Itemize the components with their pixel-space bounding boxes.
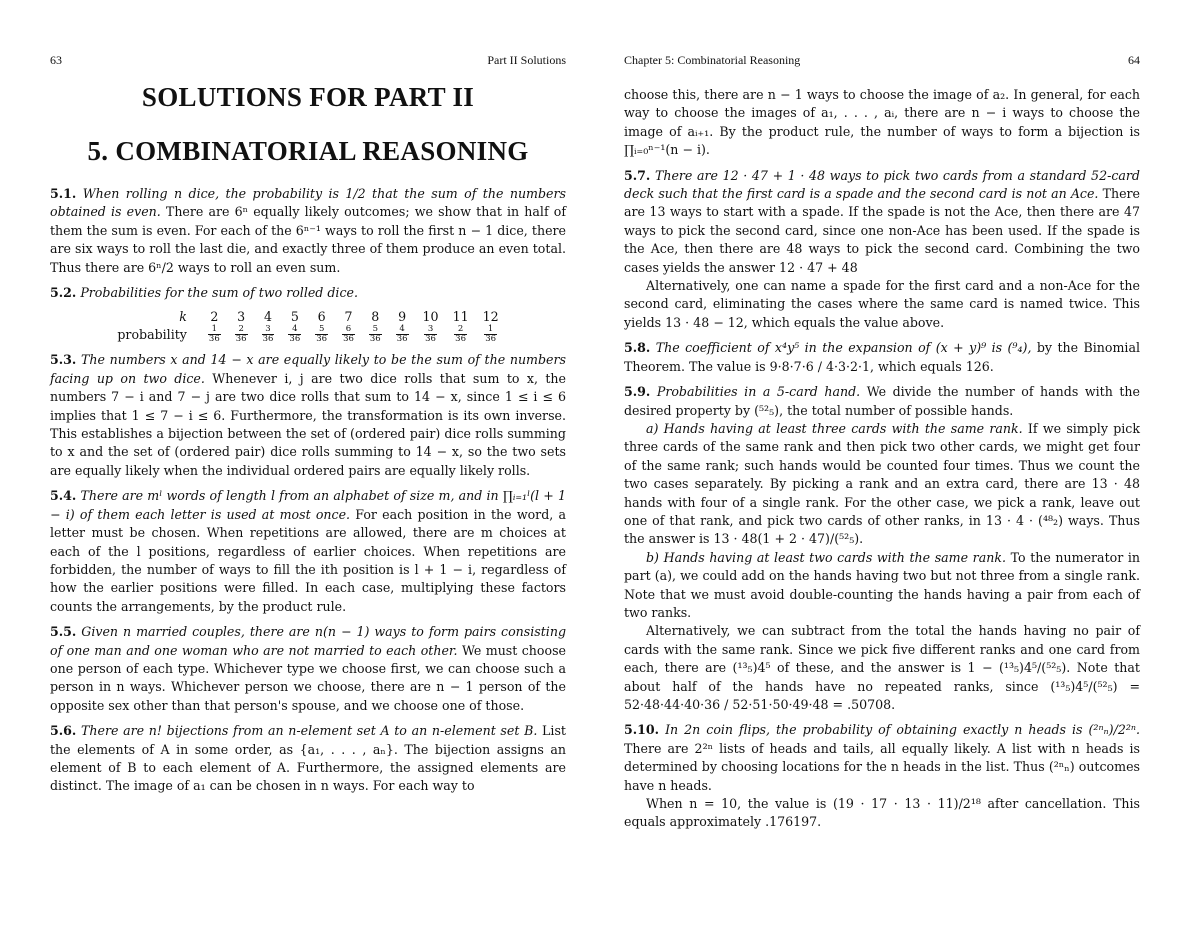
numerator: 6 xyxy=(342,325,355,335)
fraction xyxy=(208,325,221,344)
table-cell: 4 xyxy=(263,309,272,325)
table-cell: 9 xyxy=(398,309,407,325)
numerator: 4 xyxy=(396,325,409,335)
solution-number: 5.7. xyxy=(624,167,651,183)
denominator: 36 xyxy=(208,334,220,345)
table-cell xyxy=(446,325,476,344)
table-cell xyxy=(335,325,362,344)
denominator: 36 xyxy=(369,334,381,345)
part-a-label: a) Hands having at least three cards with the same rank. xyxy=(646,420,1023,436)
solution-body: For each position in the word, a letter must be chosen. When repetitions are allowed, there are m choices at each of the l positions, regardless of earlier choices. When repetitions are forbidden, the number of ways to fill the ith position is l + 1 − i, regardless of how the earlier positions were filled. In each case, multiplying these factors counts the arrangements, by the product rule. xyxy=(50,506,566,614)
fraction xyxy=(369,325,382,344)
solution-statement: Probabilities for the sum of two rolled dice. xyxy=(80,285,358,301)
solution-statement: The numbers x and 14 − x are equally likely to be the sum of the numbers facing up on two dice. xyxy=(50,352,566,386)
part-title: SOLUTIONS FOR PART II xyxy=(141,82,475,112)
table-cell: 8 xyxy=(371,309,380,325)
table-cell xyxy=(201,325,228,344)
right-page-number: 64 xyxy=(1128,53,1140,67)
fraction xyxy=(454,325,467,344)
table-cell xyxy=(281,325,308,344)
part-b-label: b) Hands having at least two cards with the same rank. xyxy=(646,549,1006,565)
solution-5-4 xyxy=(50,487,566,616)
numerator: 3 xyxy=(424,325,437,335)
numerator: 1 xyxy=(484,325,497,335)
row-header-k: k xyxy=(179,309,187,325)
solution-5-9 xyxy=(624,383,1140,420)
table-cell xyxy=(476,325,506,344)
fraction xyxy=(315,325,328,344)
solution-5-5 xyxy=(50,623,566,715)
solution-statement: There are 12 · 47 + 1 · 48 ways to pick two cards from a standard 52-card deck such that the first card is a spade and the second card is not an Ace. xyxy=(624,167,1140,202)
solution-statement: When rolling n dice, the probability is 1/2 that the sum of the numbers obtained is even. xyxy=(50,186,566,220)
numerator: 3 xyxy=(262,325,275,335)
part-b-body: To the numerator in part (a), we could add on the hands having two but not three from a single rank. Note that we must avoid double-counting the hands having a pair from each of two ranks. xyxy=(624,549,1140,620)
solution-body: There are 6ⁿ equally likely outcomes; we show that in half of them the sum is even. For each of the 6ⁿ⁻¹ ways to roll the first n − 1 dice, there are six ways to roll the last die, and exactly three of them produce an even total. Thus there are 6ⁿ/2 ways to roll an even sum. xyxy=(50,204,566,275)
table-cell xyxy=(255,325,282,344)
left-page xyxy=(50,52,566,796)
solution-5-1 xyxy=(50,185,566,277)
table-cell: 11 xyxy=(452,309,469,325)
left-running-header xyxy=(50,52,566,72)
numerator: 4 xyxy=(288,325,301,335)
solution-number: 5.10. xyxy=(624,722,660,738)
solution-5-6 xyxy=(50,722,566,796)
denominator: 36 xyxy=(289,334,301,345)
solution-body: by the Binomial Theorem. The value is 9·8·7·6 / 4·3·2·1, which equals 126. xyxy=(624,340,1140,374)
solution-body: We must choose one person of each type. Whichever type we choose first, we can choose such a person in n ways. Whichever person we choose, there are n − 1 person of the opposite sex other than that person's spouse, and we choose one of those. xyxy=(50,642,566,713)
dice-probability-table xyxy=(110,308,505,344)
solution-5-9-part-a xyxy=(624,420,1140,549)
solution-number: 5.1. xyxy=(50,186,77,201)
solution-body: Whenever i, j are two dice rolls that sum to x, the numbers 7 − i and 7 − j are two dice rolls that sum to 14 − x, since 1 ≤ i ≤ 6 implies that 1 ≤ 7 − i ≤ 6. Furthermore, the transformation is its own inverse. This establishes a bijection between the set of (ordered pair) dice rolls summing to x and the set of (ordered pair) dice rolls summing to 14 − x, so the two sets are equally likely when the individual ordered pairs are equally likely rolls. xyxy=(50,370,566,478)
row-header-probability: probability xyxy=(117,327,187,343)
denominator: 36 xyxy=(485,334,497,345)
table-cell xyxy=(228,325,255,344)
table-cell xyxy=(416,325,446,344)
numerator: 5 xyxy=(369,325,382,335)
solution-5-6-continued: choose this, there are n − 1 ways to choose the image of a₂. In general, for each way to choose the images of a₁, . . . , aᵢ, there are n − i ways to choose the image of aᵢ₊₁. By the product rule, the number of ways to form a bijection is ∏ᵢ₌₀ⁿ⁻¹(n − i). xyxy=(624,87,1140,158)
solution-number: 5.4. xyxy=(50,488,77,504)
solution-body: We divide the number of hands with the desired property by (⁵²₅), the total number of possible hands. xyxy=(624,384,1140,418)
denominator: 36 xyxy=(235,334,247,345)
table-cell: 3 xyxy=(237,309,246,325)
solution-5-7-alternative: Alternatively, one can name a spade for the first card and a non-Ace for the second card, eliminating the cases where the same card is named twice. This yields 13 · 48 − 12, which equals the value above. xyxy=(624,278,1140,330)
denominator: 36 xyxy=(396,334,408,345)
fraction xyxy=(424,325,437,344)
solution-5-9-alternative: Alternatively, we can subtract from the total the hands having no pair of cards with the same rank. Since we pick five different ranks and one card from each, there are (¹³₅)4⁵ of these, and the answer is 1 − (¹³₅)4⁵/(⁵²₅). Note that about half of the hands have no repeated ranks, since (¹³₅)4⁵/(⁵²₅) = 52·48·44·40·36 / 52·51·50·49·48 = .50708. xyxy=(624,623,1140,712)
fraction xyxy=(484,325,497,344)
numerator: 2 xyxy=(235,325,248,335)
numerator: 2 xyxy=(454,325,467,335)
denominator: 36 xyxy=(343,334,354,345)
chapter-title: 5. COMBINATORIAL REASONING xyxy=(87,136,529,166)
solution-number: 5.8. xyxy=(624,340,651,356)
table-cell: 2 xyxy=(210,309,219,325)
solution-statement: Probabilities in a 5-card hand. xyxy=(656,384,861,400)
solution-number: 5.5. xyxy=(50,624,77,640)
solution-5-3 xyxy=(50,351,566,480)
numerator: 5 xyxy=(315,325,328,335)
solution-number: 5.6. xyxy=(50,723,77,739)
solution-statement: There are n! bijections from an n-element set A to an n-element set B. xyxy=(80,723,538,739)
fraction xyxy=(342,325,355,344)
solution-body: There are 13 ways to start with a spade. If the spade is not the Ace, then there are 47 ways to pick the second card, since one non-Ace has been used. If the spade is the Ace, then there are 48 ways to pick the second card. Combining the two cases yields the answer 12 · 47 + 48 xyxy=(624,186,1140,275)
solution-number: 5.2. xyxy=(50,285,77,301)
denominator: 36 xyxy=(262,334,274,345)
solution-5-10 xyxy=(624,721,1140,795)
part-a-body: If we simply pick three cards of the same rank and then pick two other cards, we might get four of the same rank; such hands would be counted four times. Thus we count the two cases separately. By picking a rank and an extra card, there are 13 · 48 hands with four of a single rank. For the other case, we pick a rank, leave out one of that rank, and pick two cards of other ranks, in 13 · 4 · (⁴⁸₂) ways. Thus the answer is 13 · 48(1 + 2 · 47)/(⁵²₅). xyxy=(624,420,1140,547)
fraction xyxy=(396,325,409,344)
table-cell: 5 xyxy=(290,309,299,325)
left-page-number: 63 xyxy=(50,53,62,67)
table-row-probability xyxy=(110,325,505,344)
solution-body: There are 2²ⁿ lists of heads and tails, all equally likely. A list with n heads is determined by choosing locations for the n heads in the list. Thus (²ⁿₙ) outcomes have n heads. xyxy=(624,740,1140,793)
solution-5-9-part-b xyxy=(624,549,1140,623)
table-cell: 10 xyxy=(422,309,439,325)
table-cell xyxy=(389,325,416,344)
solution-5-10-alternative: When n = 10, the value is (19 · 17 · 13 · 11)/2¹⁸ after cancellation. This equals approximately .176197. xyxy=(624,796,1140,830)
solution-number: 5.3. xyxy=(50,352,77,368)
numerator: 1 xyxy=(208,325,221,335)
solution-body: List the elements of A in some order, as {a₁, . . . , aₙ}. The bijection assigns an element of B to each element of A. Furthermore, the assigned elements are distinct. The image of a₁ can be chosen in n ways. For each way to xyxy=(50,723,566,794)
solution-statement: The coefficient of x⁴y⁵ in the expansion of (x + y)⁹ is (⁹₄), xyxy=(655,340,1032,356)
denominator: 36 xyxy=(425,334,436,345)
solution-statement: There are mˡ words of length l from an alphabet of size m, and in ∏ᵢ₌₁ˡ(l + 1 − i) of them each letter is used at most once. xyxy=(50,488,566,522)
solution-5-8 xyxy=(624,339,1140,376)
table-cell: 7 xyxy=(344,309,353,325)
denominator: 36 xyxy=(316,334,328,345)
denominator: 36 xyxy=(455,334,466,345)
table-cell: 6 xyxy=(317,309,326,325)
table-cell: 12 xyxy=(482,309,499,325)
right-page xyxy=(624,52,1140,832)
table-row-k xyxy=(110,308,505,325)
right-running-head: Chapter 5: Combinatorial Reasoning xyxy=(624,53,801,67)
fraction xyxy=(288,325,301,344)
left-running-head: Part II Solutions xyxy=(487,53,566,67)
solution-statement: Given n married couples, there are n(n − 1) ways to form pairs consisting of one man and one woman who are not married to each other. xyxy=(50,624,567,658)
table-cell xyxy=(308,325,335,344)
fraction xyxy=(235,325,248,344)
fraction xyxy=(262,325,275,344)
right-running-header xyxy=(624,52,1140,72)
solution-statement: In 2n coin flips, the probability of obtaining exactly n heads is (²ⁿₙ)/2²ⁿ. xyxy=(665,722,1140,738)
solution-5-7 xyxy=(624,167,1140,277)
table-cell xyxy=(362,325,389,344)
solution-5-2 xyxy=(50,284,566,302)
solution-number: 5.9. xyxy=(624,384,651,400)
